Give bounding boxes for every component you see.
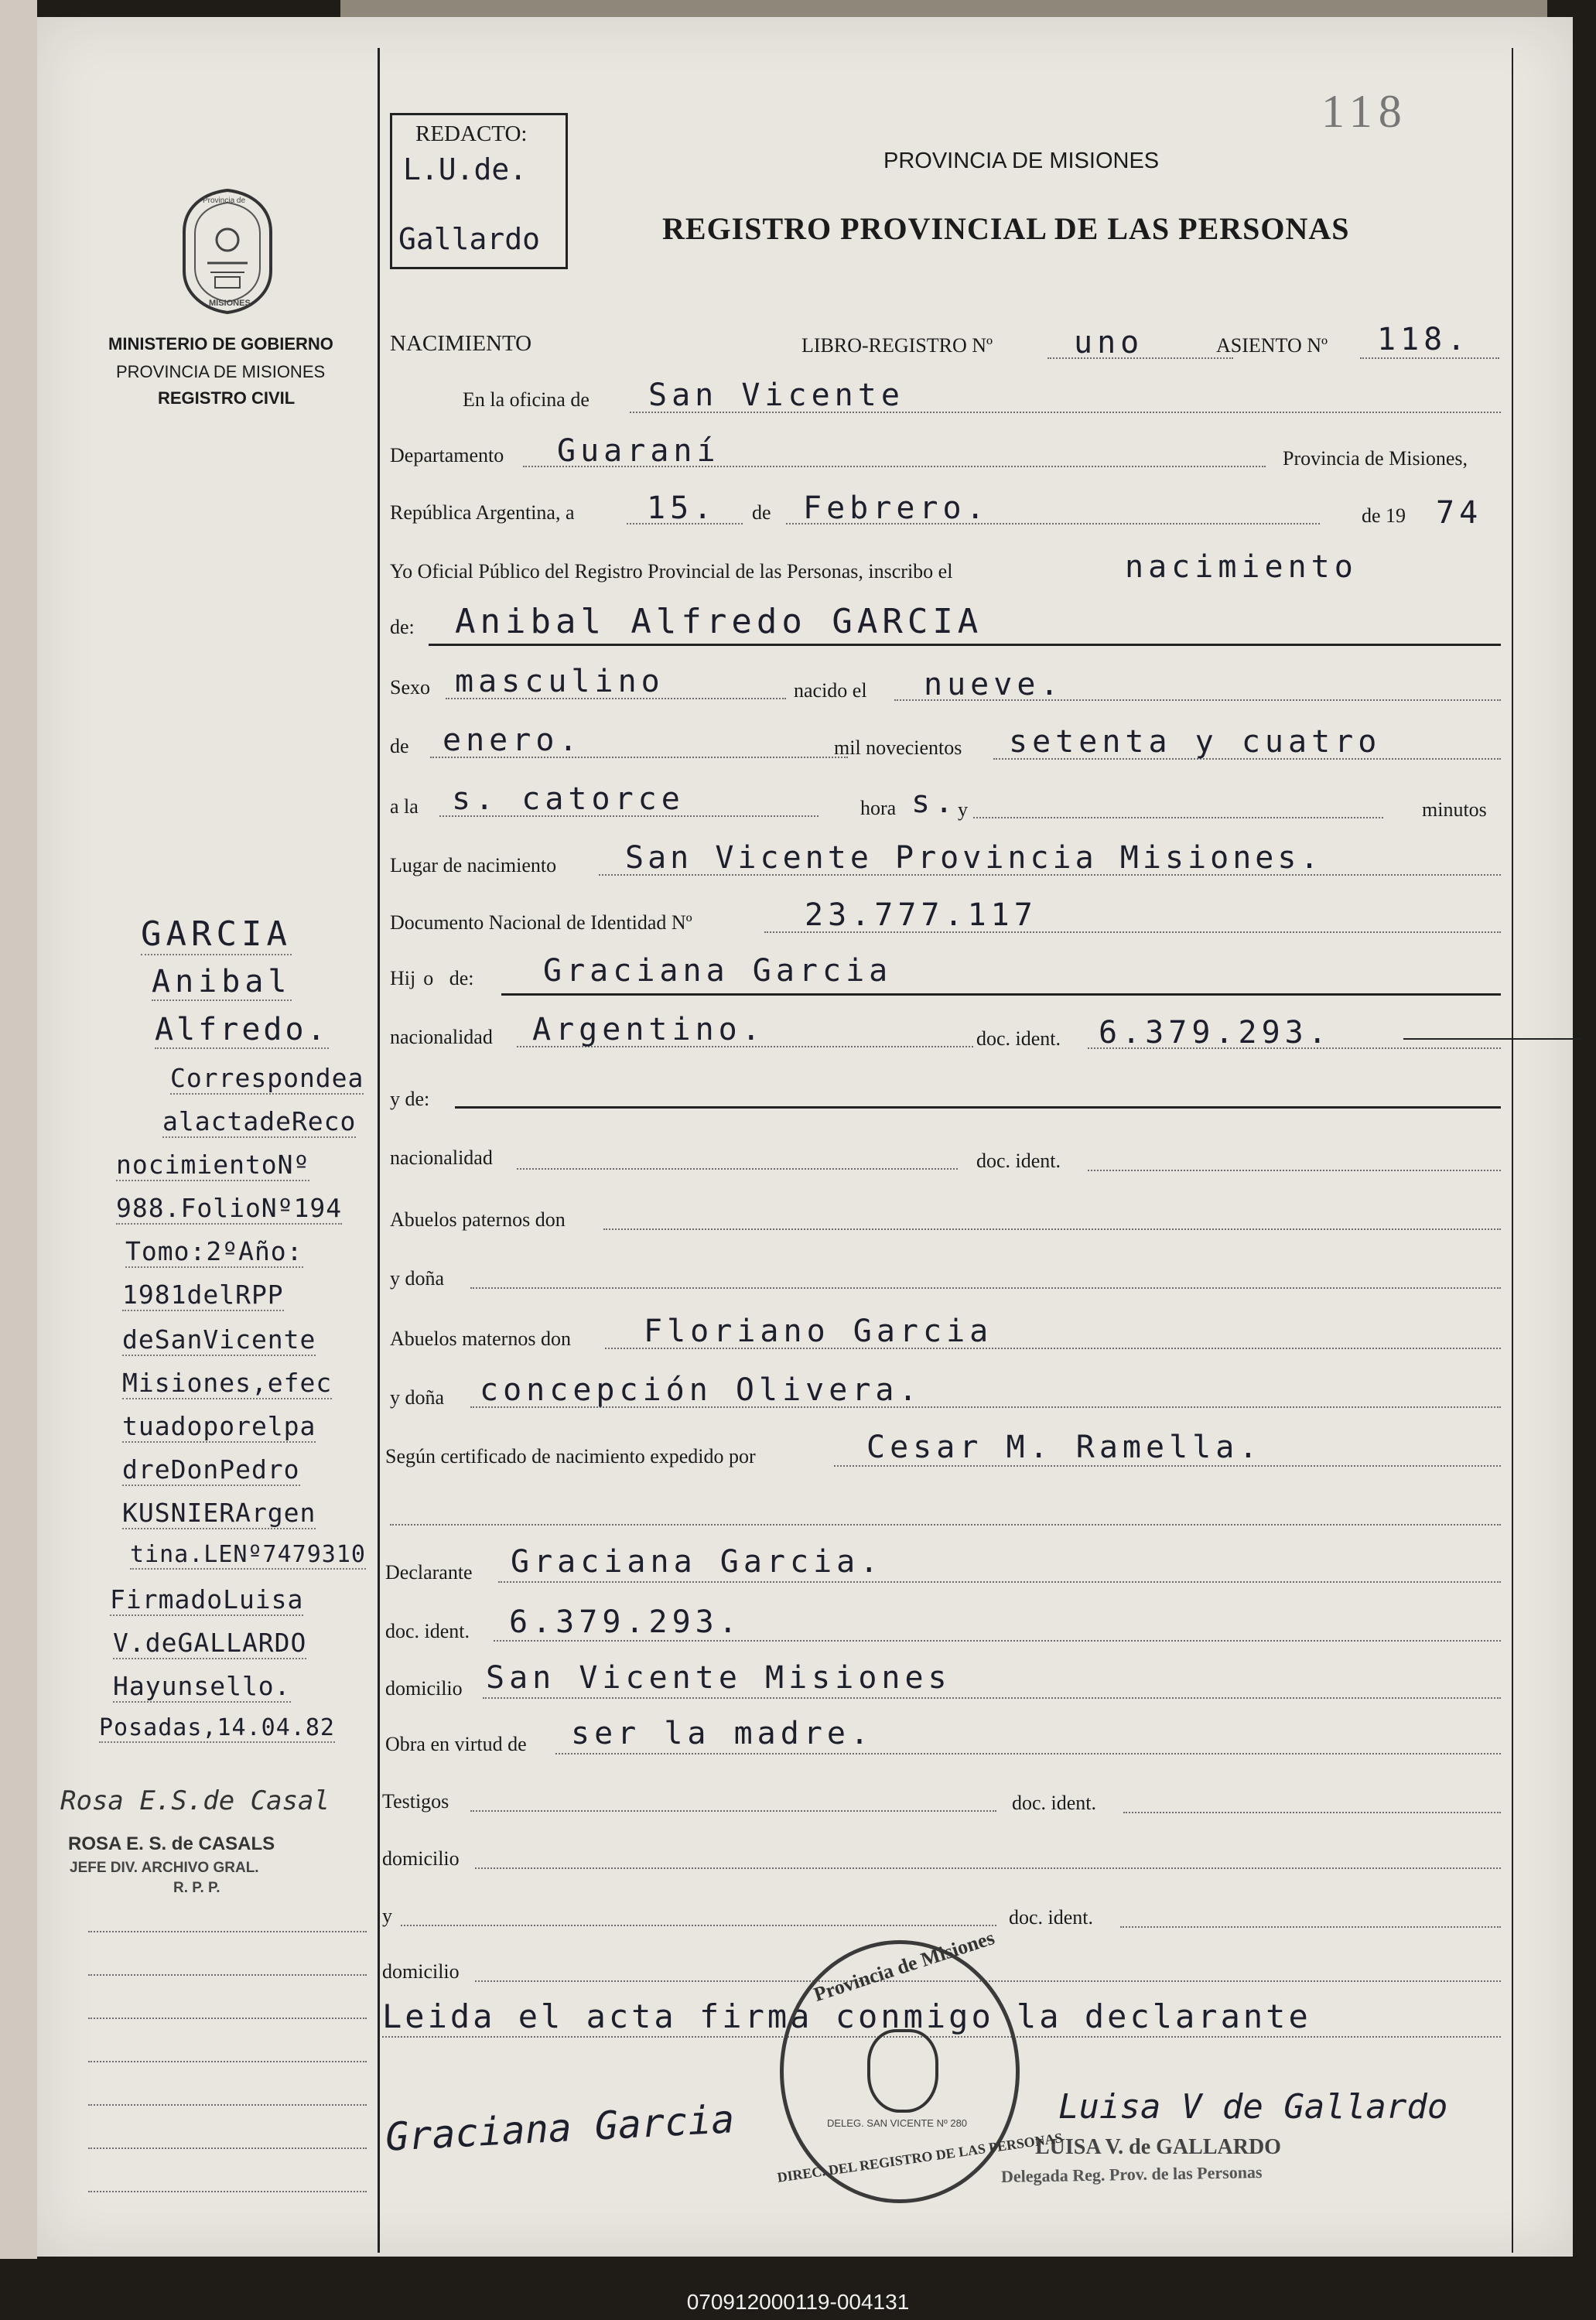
docident3-line	[494, 1640, 1501, 1642]
ydona1-line	[470, 1287, 1501, 1289]
nacionalidad2-line	[517, 1168, 958, 1170]
margin-note-line: Misiones,efec	[122, 1368, 333, 1398]
seal-bottom-text: MISIONES	[209, 299, 251, 308]
obra-value: ser la madre.	[571, 1716, 874, 1751]
domicilio2-label: domicilio	[382, 1847, 460, 1870]
margin-note-line: 988.FolioNº194	[116, 1193, 343, 1223]
abuelos-pat-line	[603, 1228, 1501, 1230]
oficina-label: En la oficina de	[463, 388, 590, 411]
domicilio2-line	[475, 1867, 1501, 1869]
docident2-label: doc. ident.	[976, 1150, 1061, 1172]
hijo-label-text: Hij	[390, 967, 416, 989]
margin-note-line: GARCIA	[141, 914, 292, 954]
ydona2-label: y doña	[390, 1386, 445, 1409]
sexo-label: Sexo	[390, 676, 430, 699]
registry-heading: REGISTRO PROVINCIAL DE LAS PERSONAS	[662, 211, 1350, 246]
docident3-value: 6.379.293.	[509, 1604, 742, 1640]
inscribo-value: nacimiento	[1125, 549, 1358, 585]
page-number: 118	[1321, 86, 1408, 137]
libro-label: LIBRO-REGISTRO Nº	[801, 334, 993, 357]
nombre-value: Anibal Alfredo GARCIA	[455, 602, 983, 641]
margin-empty-line	[88, 1931, 367, 1932]
docident4-label: doc. ident.	[1012, 1792, 1097, 1814]
declarante-signature: Graciana Garcia	[384, 2096, 736, 2160]
libro-value: uno	[1074, 325, 1144, 360]
nacionalidad-label: nacionalidad	[390, 1026, 493, 1048]
docident3-label: doc. ident.	[385, 1620, 470, 1642]
margin-rule	[378, 48, 380, 2253]
y-label: y	[958, 798, 968, 821]
lugar-label: Lugar de nacimiento	[390, 854, 557, 876]
asiento-line	[1360, 357, 1499, 359]
ydona1-label: y doña	[390, 1267, 445, 1290]
margin-note-line: KUSNIERArgen	[122, 1498, 316, 1528]
abuela-mat-value: concepción Olivera.	[480, 1372, 922, 1408]
mil-label: mil novecientos	[834, 736, 962, 759]
margin-empty-line	[88, 2191, 367, 2192]
docident-label: doc. ident.	[976, 1027, 1061, 1050]
docident5-label: doc. ident.	[1009, 1906, 1094, 1929]
margin-note-line: Posadas,14.04.82	[99, 1714, 335, 1741]
yde-rule	[455, 1106, 1501, 1109]
nacido-value: nueve.	[924, 667, 1064, 702]
departamento-value: Guaraní	[557, 433, 720, 469]
declarante-value: Graciana Garcia.	[511, 1544, 883, 1580]
margin-note-line: nocimientoNº	[116, 1150, 310, 1180]
margin-note-line: Tomo:2ºAño:	[125, 1236, 303, 1266]
abuelos-mat-label: Abuelos maternos don	[390, 1327, 571, 1350]
nacimiento-label: NACIMIENTO	[390, 331, 532, 356]
domicilio-label: domicilio	[385, 1677, 463, 1700]
margin-note-line: tuadoporelpa	[122, 1411, 316, 1441]
republica-label: República Argentina, a	[390, 501, 575, 524]
declarante-line	[498, 1581, 1501, 1583]
stamp-emblem-icon	[867, 2029, 938, 2113]
province-seal-icon	[176, 186, 279, 316]
docident2-line	[1088, 1170, 1501, 1171]
ministry-line1: MINISTERIO DE GOBIERNO	[108, 334, 333, 354]
hijo-suffix: o	[423, 967, 434, 989]
docident-stroke	[1403, 1038, 1581, 1040]
segun-label: Según certificado de nacimiento expedido por	[385, 1445, 756, 1468]
margin-stamp-line3: R. P. P.	[173, 1880, 220, 1896]
testigos-label: Testigos	[382, 1790, 449, 1813]
obra-label: Obra en virtud de	[385, 1733, 527, 1755]
hijo-de-text: de:	[449, 967, 474, 989]
oficina-value: San Vicente	[648, 378, 904, 413]
margin-note-line: Hayunsello.	[113, 1671, 291, 1701]
margin-empty-line	[88, 2018, 367, 2019]
redacto-line2: Gallardo	[398, 222, 541, 256]
margin-empty-line	[88, 1974, 367, 1976]
margin-note-line: deSanVicente	[122, 1324, 316, 1355]
domicilio-line	[483, 1697, 1501, 1699]
segun-line	[834, 1465, 1501, 1467]
dni-value: 23.777.117	[805, 897, 1037, 933]
margin-stamp-line2: JEFE DIV. ARCHIVO GRAL.	[70, 1860, 259, 1876]
margin-note-line: dreDonPedro	[122, 1454, 300, 1485]
oficial-stamp-title: Delegada Reg. Prov. de las Personas	[1000, 2162, 1263, 2186]
oficial-stamp-name: LUISA V. de GALLARDO	[1035, 2135, 1281, 2159]
yde-label: y de:	[390, 1088, 430, 1110]
margin-empty-line	[88, 2147, 367, 2149]
stamp-top-text: Provincia de Misiones	[811, 1926, 997, 2006]
redacto-label: REDACTO:	[415, 121, 528, 146]
document-page	[37, 17, 1573, 2257]
redacto-line1: L.U.de.	[403, 152, 528, 186]
mes-value: Febrero.	[803, 490, 989, 526]
ala-label: a la	[390, 795, 419, 818]
margin-note-line: V.deGALLARDO	[113, 1628, 307, 1658]
registry-round-stamp	[776, 1926, 1064, 2203]
min-value: s.	[911, 784, 959, 820]
domicilio3-line	[475, 1980, 1501, 1982]
domicilio-value: San Vicente Misiones	[486, 1660, 952, 1696]
ministry-line2: PROVINCIA DE MISIONES	[116, 362, 326, 381]
domicilio3-label: domicilio	[382, 1960, 460, 1983]
margin-stamp-line1: ROSA E. S. de CASALS	[68, 1833, 275, 1854]
de19-label: de 19	[1362, 504, 1406, 527]
margin-note-line: alactadeReco	[162, 1106, 357, 1136]
margin-empty-line	[88, 2061, 367, 2062]
stamp-inner-text: DELEG. SAN VICENTE Nº 280	[827, 2117, 968, 2129]
margin-signature: Rosa E.S.de Casal	[60, 1785, 330, 1816]
margin-note-line: Correspondea	[170, 1063, 364, 1093]
madre-rule	[501, 993, 1501, 996]
margin-note-line: Anibal	[152, 964, 292, 999]
segun-line2	[390, 1524, 1501, 1526]
de2-label: de	[390, 735, 409, 757]
anio-nac-value: setenta y cuatro	[1009, 724, 1382, 760]
stamp-bottom-text: DIREC. DEL REGISTRO DE LAS PERSONAS	[776, 2130, 1064, 2185]
segun-value: Cesar M. Ramella.	[866, 1430, 1263, 1465]
asiento-value: 118.	[1377, 322, 1471, 357]
dni-label: Documento Nacional de Identidad Nº	[390, 911, 692, 934]
y2-line	[401, 1925, 996, 1926]
ministry-line3: REGISTRO CIVIL	[158, 388, 296, 408]
anio-value: 74	[1436, 495, 1483, 531]
testigos-line	[470, 1810, 996, 1812]
hijo-label	[390, 967, 474, 990]
docident5-line	[1120, 1926, 1501, 1928]
min-line	[973, 817, 1383, 818]
book-top-edge	[340, 0, 1547, 19]
nacionalidad-value: Argentino.	[532, 1012, 765, 1047]
margin-note-line: Alfredo.	[155, 1012, 329, 1047]
hora-value: s. catorce	[452, 781, 685, 817]
departamento-label: Departamento	[390, 444, 504, 466]
oficial-signature: Luisa V de Gallardo	[1058, 2087, 1448, 2127]
yo-oficial-text: Yo Oficial Público del Registro Provincial de las Personas, inscribo el	[390, 560, 953, 583]
de-colon-label: de:	[390, 616, 415, 638]
hora-label: hora	[860, 797, 897, 819]
margin-note-line: FirmadoLuisa	[110, 1584, 304, 1614]
margin-empty-line	[88, 2104, 367, 2106]
footer-id: 070912000119-004131	[686, 2290, 910, 2314]
docident-value: 6.379.293.	[1099, 1015, 1331, 1051]
nombre-rule	[429, 644, 1501, 646]
mes-nac-value: enero.	[443, 723, 583, 758]
province-heading: PROVINCIA DE MISIONES	[883, 149, 1160, 173]
nacionalidad2-label: nacionalidad	[390, 1146, 493, 1169]
nacido-label: nacido el	[794, 679, 867, 702]
seal-top-text: Provincia de	[203, 196, 246, 205]
margin-note-line: 1981delRPP	[122, 1280, 284, 1310]
left-page-edge	[0, 0, 37, 2259]
madre-value: Graciana Garcia	[543, 953, 893, 989]
abuelo-mat-value: Floriano Garcia	[644, 1314, 993, 1349]
asiento-label: ASIENTO Nº	[1216, 334, 1328, 357]
leida-value: Leida el acta firma conmigo la declarante	[382, 1997, 1311, 2035]
abuelos-pat-label: Abuelos paternos don	[390, 1208, 566, 1231]
right-rule	[1512, 48, 1513, 2253]
provincia-label: Provincia de Misiones,	[1283, 447, 1468, 470]
declarante-label: Declarante	[385, 1561, 473, 1584]
margin-note-line: tina.LENº7479310	[130, 1541, 366, 1568]
y2-label: y	[382, 1905, 392, 1927]
dia-value: 15.	[647, 490, 717, 526]
minutos-label: minutos	[1422, 798, 1487, 821]
redacto-box	[390, 113, 568, 269]
sexo-value: masculino	[455, 664, 665, 699]
docident4-line	[1123, 1812, 1501, 1813]
obra-line	[555, 1753, 1501, 1755]
lugar-value: San Vicente Provincia Misiones.	[625, 840, 1323, 876]
de-label: de	[752, 501, 771, 524]
